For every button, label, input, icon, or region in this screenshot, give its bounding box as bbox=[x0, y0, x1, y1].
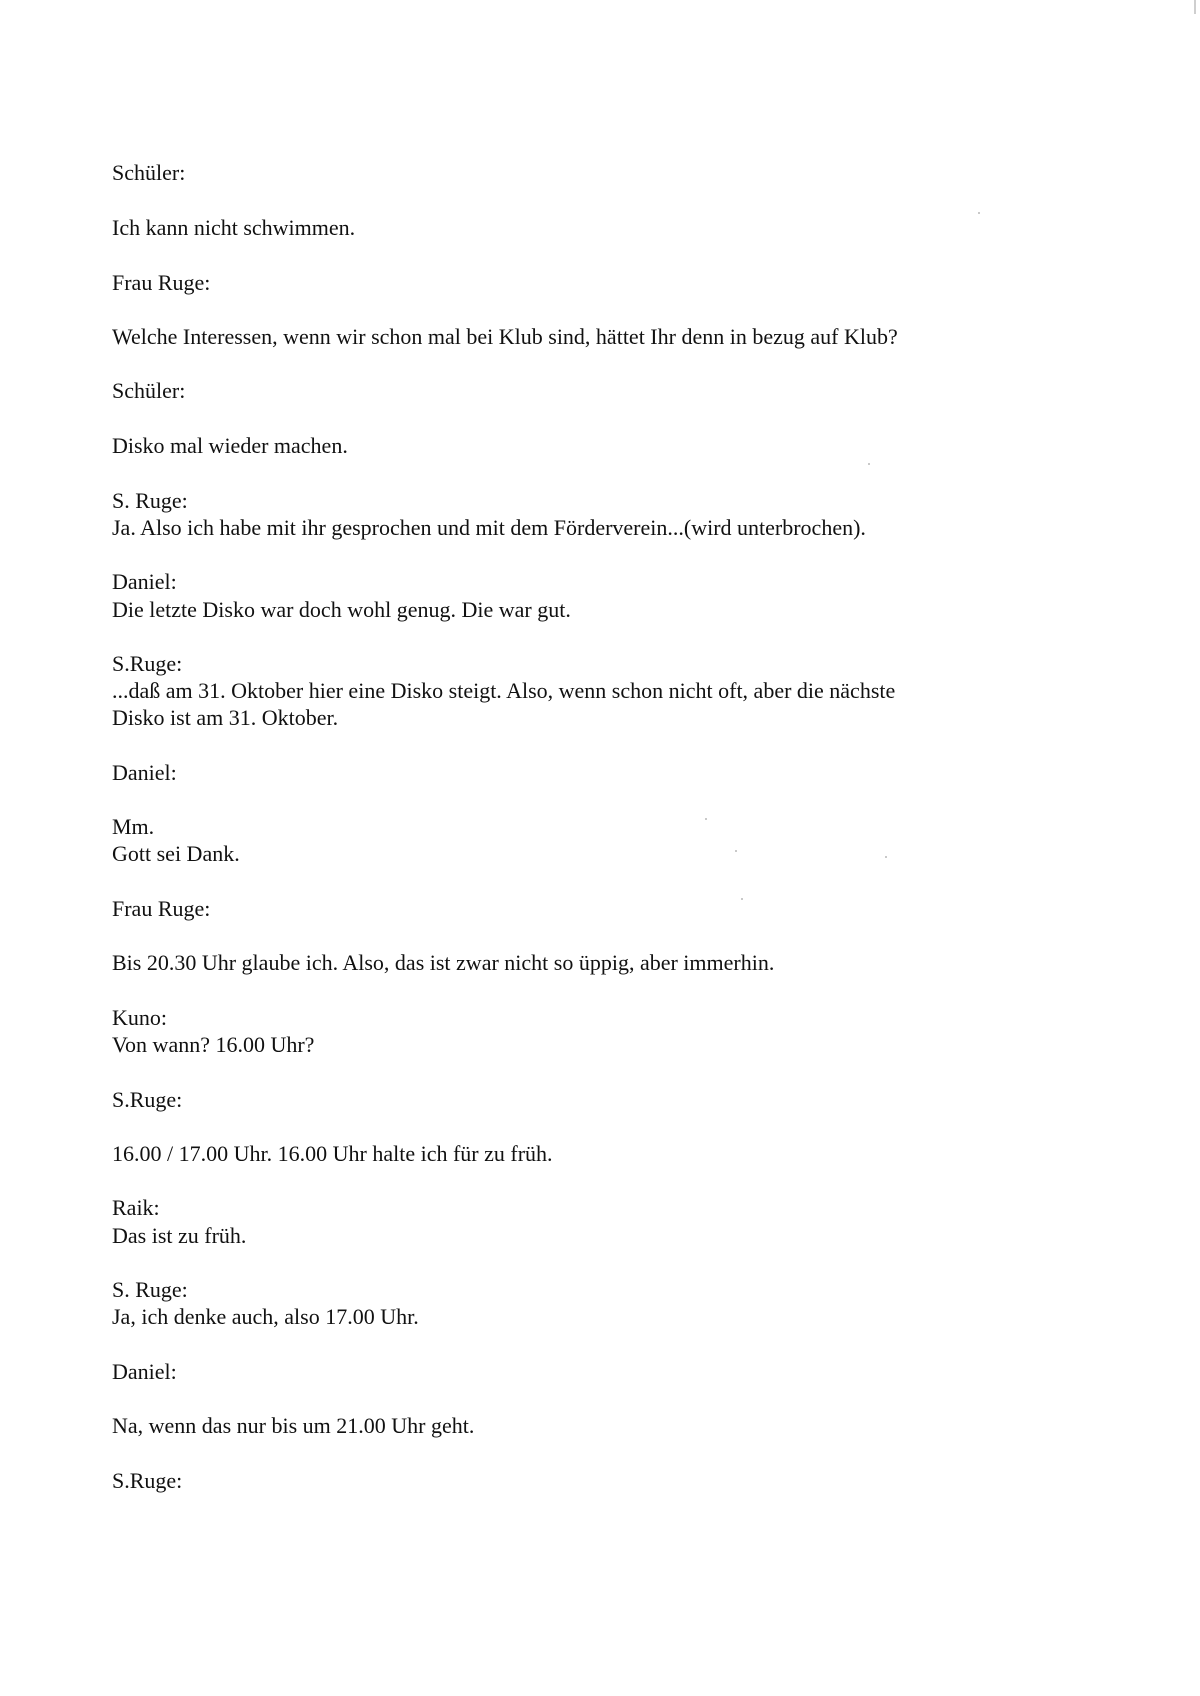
utterance-line: Gott sei Dank. bbox=[112, 841, 240, 866]
scan-speck bbox=[705, 818, 707, 820]
utterance-line: Ja. Also ich habe mit ihr gesprochen und mit dem Förderverein...(wird unterbrochen). bbox=[112, 515, 866, 540]
utterance-line: ...daß am 31. Oktober hier eine Disko steigt. Also, wenn schon nicht oft, aber die nächste bbox=[112, 678, 896, 703]
scan-speck bbox=[978, 212, 980, 214]
utterance-line: Ja, ich denke auch, also 17.00 Uhr. bbox=[112, 1304, 419, 1329]
speaker-label: S. Ruge: bbox=[112, 1277, 188, 1302]
utterance-line: Von wann? 16.00 Uhr? bbox=[112, 1032, 315, 1057]
scan-speck bbox=[741, 898, 743, 900]
utterance-line: Bis 20.30 Uhr glaube ich. Also, das ist zwar nicht so üppig, aber immerhin. bbox=[112, 950, 775, 975]
speaker-label: Daniel: bbox=[112, 1359, 177, 1384]
speaker-label: S.Ruge: bbox=[112, 1468, 183, 1493]
speaker-label: S.Ruge: bbox=[112, 1087, 183, 1112]
speaker-label: Daniel: bbox=[112, 569, 177, 594]
utterance-line: Welche Interessen, wenn wir schon mal bei Klub sind, hättet Ihr denn in bezug auf Klub? bbox=[112, 324, 898, 349]
utterance-line: Das ist zu früh. bbox=[112, 1223, 247, 1248]
utterance-line: Na, wenn das nur bis um 21.00 Uhr geht. bbox=[112, 1413, 475, 1438]
speaker-label: Frau Ruge: bbox=[112, 896, 211, 921]
scan-speck bbox=[735, 850, 737, 852]
speaker-label: Schüler: bbox=[112, 378, 186, 403]
utterance-line: Die letzte Disko war doch wohl genug. Die war gut. bbox=[112, 597, 571, 622]
utterance-line: Disko ist am 31. Oktober. bbox=[112, 705, 339, 730]
speaker-label: Kuno: bbox=[112, 1005, 167, 1030]
speaker-label: Daniel: bbox=[112, 760, 177, 785]
scan-speck bbox=[868, 463, 870, 465]
speaker-label: Frau Ruge: bbox=[112, 270, 211, 295]
utterance-line: Disko mal wieder machen. bbox=[112, 433, 348, 458]
scan-edge-mark bbox=[1194, 0, 1196, 14]
utterance-line: 16.00 / 17.00 Uhr. 16.00 Uhr halte ich für zu früh. bbox=[112, 1141, 553, 1166]
speaker-label: Schüler: bbox=[112, 160, 186, 185]
utterance-line: Mm. bbox=[112, 814, 155, 839]
scan-speck bbox=[885, 856, 887, 858]
speaker-label: Raik: bbox=[112, 1195, 160, 1220]
utterance-line: Ich kann nicht schwimmen. bbox=[112, 215, 356, 240]
speaker-label: S. Ruge: bbox=[112, 488, 188, 513]
speaker-label: S.Ruge: bbox=[112, 651, 183, 676]
